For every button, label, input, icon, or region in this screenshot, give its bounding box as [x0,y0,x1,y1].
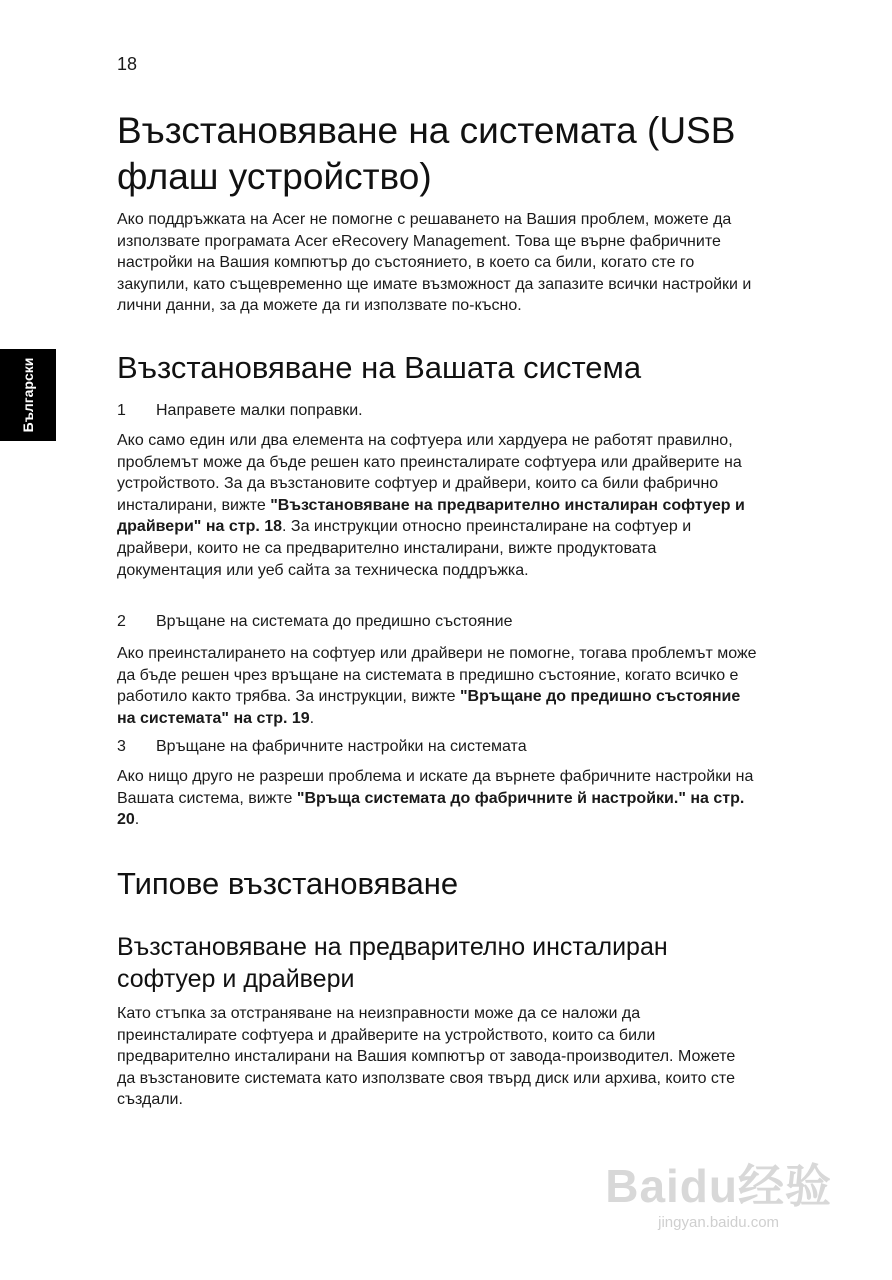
step-text: . [309,709,315,727]
step-1-title [117,400,363,421]
step-2-text [117,643,757,729]
section-heading-restore-system: Възстановяване на Вашата система [117,350,642,385]
subsection-heading-restore-preinstalled: Възстановяване на предварително инсталиран софтуер и драйвери [117,933,668,993]
step-text: Ако нищо друго не разреши проблема и искате да върнете фабричните настройки на Вашата система, вижте [117,768,754,807]
step-title: Връщане на системата до предишно състояние [156,613,513,630]
step-1-text [117,430,757,581]
step-number: 1 [117,402,126,419]
step-number: 3 [117,738,126,755]
step-title: Направете малки поправки. [156,402,363,419]
section-heading-recovery-types: Типове възстановяване [117,866,459,901]
cross-reference-link[interactable]: "Връщане до предишно състояние на системата" на стр. 19 [117,688,741,727]
step-title: Връщане на фабричните настройки на системата [156,738,527,755]
step-3-title [117,736,527,757]
step-text: . [134,811,140,829]
language-side-tab [0,349,56,441]
step-text: Ако само един или два елемента на софтуера или хардуера не работят правилно, проблемът може да бъде решен като преинсталирате софтуера или драйверите на устройството. За да възстановите софтуер и драйвери, които са били фабрично инсталирани, вижте [117,432,742,514]
page-number: 18 [117,54,138,74]
page-title: Възстановяване на системата (USB флаш устройство) [117,110,736,197]
cross-reference-link[interactable]: "Връща системата до фабричните й настройки." на стр. 20 [117,789,745,829]
watermark-url: jingyan.baidu.com [658,1214,780,1231]
step-number: 2 [117,613,126,630]
intro-paragraph: Ако поддръжката на Acer не помогне с решаването на Вашия проблем, можете да използвате програмата Acer eRecovery Management. Това ще върне фабричните настройки на Вашия компютър до състоянието, в което са били, когато сте го закупили, като същевременно ще имате възможност да запазите всички настройки и лични данни, за да можете да ги използвате по-късно. [117,211,752,315]
step-3-text [117,766,757,831]
watermark [605,1150,832,1231]
watermark-brand: Baidu经验 [605,1160,832,1212]
subsection-paragraph: Като стъпка за отстраняване на неизправности може да се наложи да преинсталирате софтуера и драйверите на устройството, които са били предварително инсталирани на Вашия компютър от завода-производител. Можете да възстановите системата като използвате своя твърд диск или архива, които сте създали. [117,1005,736,1109]
language-label: Български [20,357,36,433]
step-2-title [117,611,512,632]
step-text: . За инструкции относно преинсталиране на софтуер и драйвери, които не са предварително инсталирани, вижте продуктовата документация или уеб сайта за техническа поддръжка. [117,518,692,579]
cross-reference-link[interactable]: "Възстановяване на предварително инсталиран софтуер и драйвери" на стр. 18 [117,496,745,536]
step-text: Ако преинсталирането на софтуер или драйвери не помогне, тогава проблемът може да бъде решен чрез връщане на системата в предишно състояние, когато всичко е работило както трябва. За инструкции, вижте [117,645,757,706]
